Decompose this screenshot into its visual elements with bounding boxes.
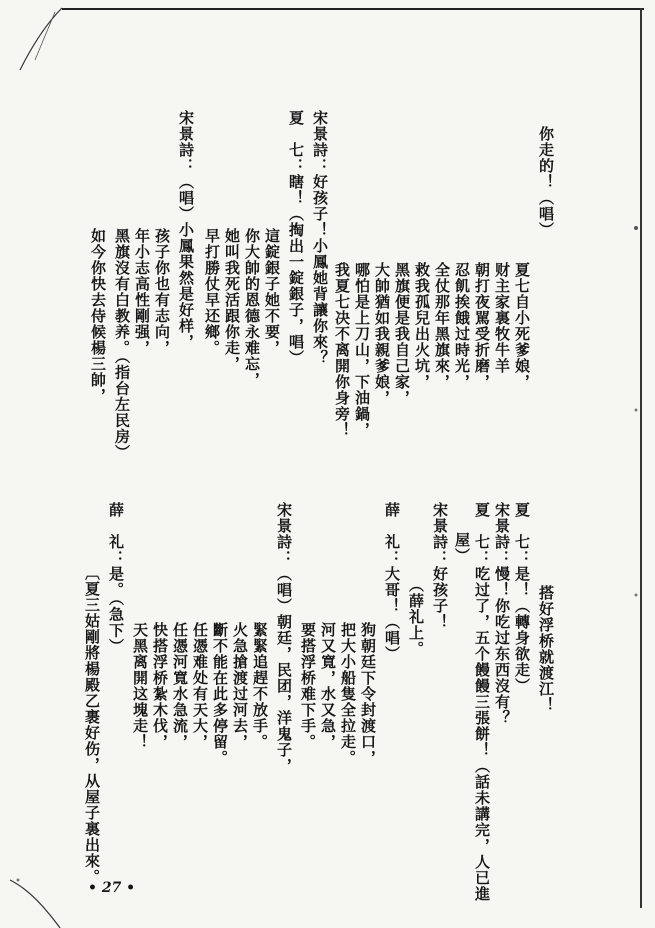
text-column: 宋景詩：慢！你吃过东西沒有？ (493, 502, 511, 726)
text-column: 宋景詩：（唱）小鳳果然是好样， (177, 110, 195, 350)
text-column: 孩子你也有志向， (153, 228, 171, 356)
text-column: 早打勝仗早还鄉。 (203, 228, 221, 356)
text-column: 忍飢挨餓过時光， (453, 262, 471, 390)
text-column: 大帥猶如我親爹娘， (373, 262, 391, 406)
text-column: 财主家裏牧牛羊 (493, 262, 511, 374)
text-column: 薛 礼：大哥！（唱） (383, 502, 401, 662)
text-column: 天黑离開这塊走！ (131, 622, 149, 750)
corner-fold-mark-2 (35, 12, 55, 60)
text-column: 救我孤兒出火坑， (413, 262, 431, 390)
text-column: 夏 七：瞎！（掏出一錠銀子，唱） (287, 110, 305, 366)
text-column: 宋景詩：好孩子！ (431, 502, 449, 630)
text-column: 我夏七决不离開你身旁！ (333, 262, 351, 438)
text-column: 她叫我死活跟你走， (223, 228, 241, 372)
text-column: 快搭浮桥紮木伐， (151, 622, 169, 750)
text-column: 任憑河寬水急流， (171, 622, 189, 750)
text-column: 黑旗便是我自己家， (393, 262, 411, 406)
text-column: 你走的！（唱） (537, 126, 555, 238)
text-column: 夏七自小死爹娘， (513, 262, 531, 390)
text-column: 薛 礼：是。（急下） (107, 502, 125, 655)
text-column: 把大小船隻全拉走。 (339, 622, 357, 766)
scan-dot (634, 226, 638, 230)
corner-fold-mark (20, 8, 62, 70)
text-column: 如今你快去侍候楊三帥， (89, 228, 107, 404)
text-column: 河又寬，水又急， (319, 622, 337, 750)
text-column: 你大帥的恩德永难忘， (243, 228, 261, 388)
page-number: • 27 • (88, 880, 136, 896)
text-column: 哪怕是上刀山，下油鍋， (353, 262, 371, 438)
text-column: 朝打夜駡受折磨， (473, 262, 491, 390)
text-column: 宋景詩：好孩子！小鳳她背讓你來？ (311, 110, 329, 366)
text-column: 狗朝廷下令封渡口， (359, 622, 377, 766)
text-column: 夏 七：吃过了，五个饅饅三張餅！（話未講完，人已進 (473, 502, 491, 902)
text-column: 任憑难处有天大， (191, 622, 209, 750)
text-column: （薛礼上。 (407, 577, 425, 657)
text-column: 緊緊追趕不放手。 (251, 622, 269, 750)
text-column: 要搭浮桥难下手。 (299, 622, 317, 750)
scan-dot (635, 409, 638, 412)
scan-dot (635, 594, 638, 597)
text-column: 〔夏三姑剛將楊殿乙裹好伤，从屋子裏出來。 (83, 565, 101, 885)
scan-dot (17, 879, 20, 882)
text-column: 夏 七：是！（轉身欲走） (513, 502, 531, 694)
text-column: 屋） (453, 532, 471, 564)
text-column: 全仗那年黑旗來， (433, 262, 451, 390)
text-column: 搭好浮桥就渡江！ (537, 585, 555, 713)
bottom-curl-mark (10, 880, 60, 928)
text-column: 宋景詩：（唱）朝廷，民团，洋鬼子， (275, 502, 293, 774)
text-column: 年小志高性剛强， (133, 228, 151, 356)
text-column: 這錠銀子她不要， (263, 228, 281, 356)
text-column: 黑旗沒有白教养。（指台左民房） (113, 228, 131, 461)
text-column: 火急搶渡过河去， (231, 622, 249, 750)
text-column: 斷不能在此多停留。 (211, 622, 229, 766)
